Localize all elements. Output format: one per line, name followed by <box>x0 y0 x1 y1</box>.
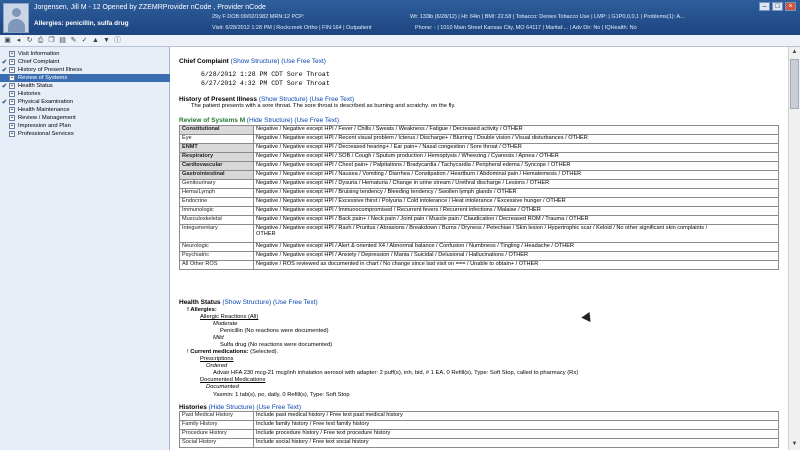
med-advair: Advair HFA 230 mcg-21 mcg/inh inhalation aerosol with adapter: 2 puff(s), inh, bid, # 1 EA, 0 Refill(s), Type: Soft Stop, called to pharmacy (Rx) <box>213 370 579 376</box>
minimize-icon[interactable]: – <box>759 2 770 11</box>
row-options[interactable]: Negative / Negative except HPI / Anxiety / Depression / Mania / Suicidal / Delusional / Hallucinations / OTHER <box>254 252 779 261</box>
vertical-scrollbar[interactable] <box>788 47 800 450</box>
check-icon: ✔ <box>1 67 8 74</box>
expand-icon[interactable]: + <box>10 59 14 65</box>
row-label[interactable]: All Other ROS <box>180 261 254 270</box>
row-options[interactable]: Include past medical history / Free text past medical history <box>254 412 779 421</box>
contact-summary: Phone: - | 1010 Main Street Kansas City, MO 64117 | Marital:... | Adv Dir: No | IQHealth: No <box>415 25 637 31</box>
note-document <box>171 47 788 450</box>
use-free-text-link[interactable]: (Use Free Text) <box>272 299 318 306</box>
health-status-heading: Health Status (Show Structure) (Use Free Text) <box>179 299 318 306</box>
expand-icon[interactable]: + <box>10 107 14 113</box>
hide-structure-link[interactable]: (Hide Structure) <box>208 404 255 411</box>
expand-icon[interactable]: + <box>10 91 14 97</box>
section-navigator <box>0 47 170 450</box>
nav-professional-services[interactable]: + Professional Services <box>10 131 74 137</box>
avatar <box>3 3 29 33</box>
show-structure-link[interactable]: (Show Structure) <box>222 299 272 306</box>
nav-physical-examination[interactable]: ✔ + Physical Examination <box>1 99 74 106</box>
row-label[interactable]: Neurologic <box>180 243 254 252</box>
patient-banner <box>0 0 800 35</box>
print-icon[interactable]: ⎙ <box>37 37 44 44</box>
table-row <box>180 162 779 171</box>
check-icon: ✔ <box>1 83 8 90</box>
row-label[interactable]: Integumentary <box>180 225 254 243</box>
vitals-summary: Wt: 133lb (6/28/12) | Ht: 64in | BMI: 22.58 | Tobacco: Denies Tobacco Use | LMP: | G1P0,0,0,1 | Problems(1): A... <box>410 14 685 20</box>
row-label[interactable]: Psychiatric <box>180 252 254 261</box>
window-title: Jorgensen, Jill M - 12 Opened by ZZEMRProvider nCode , Provider nCode <box>34 4 266 11</box>
expand-icon[interactable]: + <box>10 131 14 137</box>
row-label[interactable]: Past Medical History <box>180 412 254 421</box>
show-structure-link[interactable]: (Show Structure) <box>258 96 308 103</box>
documented-meds-label: Documented Medications <box>200 377 266 383</box>
allergy-sulfa: Sulfa drug (No reactions were documented) <box>220 342 333 348</box>
allergic-reactions-label: Allergic Reactions (All) <box>200 314 259 320</box>
row-options[interactable]: Negative / ROS reviewed as documented in chart / No change since last visit on === / Unable to obtain+ / OTHER <box>254 261 779 270</box>
expand-icon[interactable]: + <box>10 51 14 57</box>
nav-health-maintenance[interactable]: + Health Maintenance <box>10 107 70 113</box>
current-meds-line: ! Current medications: (Selected). <box>187 349 279 355</box>
row-options[interactable]: Negative / Negative except HPI / Excessive thirst / Polyuria / Cold intolerance / Heat intolerance / Excessive hunger / OTHER <box>254 198 779 207</box>
paste-icon[interactable]: ▤ <box>59 37 66 44</box>
use-free-text-link[interactable]: (Use Free Text) <box>256 404 301 411</box>
chief-complaint-entry: 6/28/2012 1:28 PM CDT Sore Throat <box>201 71 330 78</box>
hpi-text: The patient presents with a sore throat. The sore throat is described as burning and scratchy. on the fly. <box>191 103 456 109</box>
spell-icon[interactable]: ✓ <box>81 37 88 44</box>
row-options[interactable]: Negative / Negative except HPI / Fever / Chills / Sweats / Weakness / Fatigue / Decreased activity / OTHER <box>254 126 779 135</box>
table-row <box>180 430 779 439</box>
row-label[interactable]: Constitutional <box>180 126 254 135</box>
row-options[interactable]: Negative / Negative except HPI / SOB / Cough / Sputum production / Hemoptysis / Wheezing / Cyanosis / Apnea / OTHER <box>254 153 779 162</box>
row-label[interactable]: Family History <box>180 421 254 430</box>
table-row <box>180 135 779 144</box>
table-row <box>180 207 779 216</box>
down-icon[interactable]: ▼ <box>103 37 110 44</box>
scroll-down-icon[interactable]: ▼ <box>791 441 798 447</box>
scroll-up-icon[interactable]: ▲ <box>791 49 798 55</box>
row-label[interactable]: Gastrointestinal <box>180 171 254 180</box>
row-options[interactable]: Negative / Negative except HPI / Bruising tendency / Bleeding tendency / Swollen lymph glands / OTHER <box>254 189 779 198</box>
hide-structure-link[interactable]: (Hide Structure) <box>246 117 293 124</box>
row-options[interactable]: Negative / Negative except HPI / Rash / Pruritus / Abrasions / Breakdown / Burns / Dryness / Petechiae / Skin lesion / Hypertrophic scar / Keloid / No other significant skin complaints / OTHER <box>254 225 779 243</box>
scroll-thumb[interactable] <box>790 59 799 109</box>
table-row <box>180 225 779 243</box>
table-row <box>180 216 779 225</box>
refresh-icon[interactable]: ↻ <box>26 37 33 44</box>
check-icon: ✔ <box>1 99 8 106</box>
table-row <box>180 198 779 207</box>
row-label[interactable]: Immunologic <box>180 207 254 216</box>
histories-heading: Histories (Hide Structure) (Use Free Text) <box>179 404 301 411</box>
row-label[interactable]: Respiratory <box>180 153 254 162</box>
allergies-label: ! Allergies: <box>187 307 217 313</box>
histories-table <box>179 411 779 448</box>
close-icon[interactable]: × <box>785 2 796 11</box>
table-row <box>180 171 779 180</box>
nav-visit-information[interactable]: + Visit Information <box>10 51 60 57</box>
row-options[interactable]: Negative / Negative except HPI / Recent visual problem / Icterus / Discharge+ / Blurring / Double vision / Visual disturbances / OTHER <box>254 135 779 144</box>
copy-icon[interactable]: ❐ <box>48 37 55 44</box>
table-row <box>180 153 779 162</box>
maximize-icon[interactable]: □ <box>772 2 783 11</box>
row-label[interactable]: Hema/Lymph <box>180 189 254 198</box>
table-row <box>180 144 779 153</box>
table-row <box>180 180 779 189</box>
expand-icon[interactable]: + <box>10 67 14 73</box>
row-label[interactable]: Eye <box>180 135 254 144</box>
show-structure-link[interactable]: (Show Structure) <box>230 58 280 65</box>
row-label[interactable]: Procedure History <box>180 430 254 439</box>
use-free-text-link[interactable]: (Use Free Text) <box>309 96 355 103</box>
allergy-penicillin: Penicillin (No reactions were documented) <box>220 328 329 334</box>
row-label[interactable]: Musculoskeletal <box>180 216 254 225</box>
toolbar <box>0 35 800 47</box>
row-options[interactable]: Include family history / Free text family history <box>254 421 779 430</box>
edit-icon[interactable]: ✎ <box>70 37 77 44</box>
nav-health-status[interactable]: ✔ + Health Status <box>1 83 53 90</box>
ordered-label: Ordered <box>206 363 228 369</box>
table-row <box>180 189 779 198</box>
row-options[interactable]: Negative / Negative except HPI / Dysuria / Hematuria / Change in urine stream / Urethral discharge / Lesions / OTHER <box>254 180 779 189</box>
expand-icon[interactable]: + <box>10 83 14 89</box>
row-label[interactable]: Endocrine <box>180 198 254 207</box>
nav-impression-plan[interactable]: + Impression and Plan <box>10 123 71 129</box>
row-options[interactable]: Negative / Negative except HPI / Back pain+ / Neck pain / Joint pain / Muscle pain / Claudication / Decreased ROM / Trauma / OTHER <box>254 216 779 225</box>
ros-table <box>179 125 779 270</box>
visit-info: Visit: 6/28/2012 1:28 PM | Rockcreek Ortho | FIN:164 | Outpatient <box>212 25 372 31</box>
expand-icon[interactable]: + <box>10 75 14 81</box>
table-row <box>180 439 779 448</box>
row-label[interactable]: ENMT <box>180 144 254 153</box>
severity-mild: Mild <box>213 335 224 341</box>
table-row <box>180 126 779 135</box>
allergies-summary: Allergies: penicillin, sulfa drug <box>34 20 129 27</box>
row-label[interactable]: Genitourinary <box>180 180 254 189</box>
row-options[interactable]: Include social history / Free text social history <box>254 439 779 448</box>
check-icon: ✔ <box>1 59 8 66</box>
row-options[interactable]: Negative / Negative except HPI / Chest pain+ / Palpitations / Bradycardia / Tachycardia / Peripheral edema / Syncope / OTHER <box>254 162 779 171</box>
severity-moderate: Moderate <box>213 321 238 327</box>
row-options[interactable]: Negative / Negative except HPI / Immunocompromised / Recurrent fevers / Recurrent infections / Malaise / OTHER <box>254 207 779 216</box>
expand-icon[interactable]: + <box>10 99 14 105</box>
ros-heading: Review of Systems M (Hide Structure) (Use Free Text) <box>179 117 339 124</box>
row-options[interactable]: Negative / Negative except HPI / Nausea / Vomiting / Diarrhea / Constipation / Heartburn / Abdominal pain / Hematemesis / OTHER <box>254 171 779 180</box>
table-row <box>180 261 779 270</box>
expand-icon[interactable]: + <box>10 123 14 129</box>
use-free-text-link[interactable]: (Use Free Text) <box>281 58 326 65</box>
save-icon[interactable]: ▣ <box>4 37 11 44</box>
window-controls <box>759 2 796 11</box>
use-free-text-link[interactable]: (Use Free Text) <box>294 117 339 124</box>
row-options[interactable]: Include procedure history / Free text procedure history <box>254 430 779 439</box>
table-row <box>180 421 779 430</box>
up-icon[interactable]: ▲ <box>92 37 99 44</box>
row-options[interactable]: Negative / Negative except HPI / Decreased hearing+ / Ear pain+ / Nasal congestion / Sore throat / OTHER <box>254 144 779 153</box>
table-row <box>180 243 779 252</box>
med-yasmin: Yasmin: 1 tab(s), po, daily, 0 Refill(s), Type: Soft Stop <box>213 392 350 398</box>
prescriptions-label: Prescriptions <box>200 356 234 362</box>
info-icon[interactable]: ⓘ <box>114 37 121 44</box>
expand-icon[interactable]: + <box>10 115 14 121</box>
nav-hpi[interactable]: ✔ + History of Present Illness <box>1 67 83 74</box>
demographics: 29y F DOB:09/02/1982 MRN:12 PCP: <box>212 14 305 20</box>
back-icon[interactable]: ◂ <box>16 37 21 44</box>
hpi-heading: History of Present Illness (Show Structure) (Use Free Text) <box>179 96 355 103</box>
table-row <box>180 412 779 421</box>
row-label[interactable]: Cardiovascular <box>180 162 254 171</box>
chief-complaint-heading: Chief Complaint (Show Structure) (Use Free Text) <box>179 58 326 65</box>
chief-complaint-entry: 6/27/2012 4:32 PM CDT Sore Throat <box>201 80 330 87</box>
row-options[interactable]: Negative / Negative except HPI / Alert & oriented X4 / Abnormal balance / Confusion / Numbness / Tingling / Headache / OTHER <box>254 243 779 252</box>
row-label[interactable]: Social History <box>180 439 254 448</box>
nav-review-management[interactable]: + Review / Management <box>10 115 76 121</box>
nav-histories[interactable]: + Histories <box>10 91 41 97</box>
table-row <box>180 252 779 261</box>
nav-review-of-systems[interactable]: + Review of Systems <box>0 74 170 82</box>
documented-label: Documented <box>206 384 239 390</box>
nav-chief-complaint[interactable]: ✔ + Chief Complaint <box>1 59 60 66</box>
